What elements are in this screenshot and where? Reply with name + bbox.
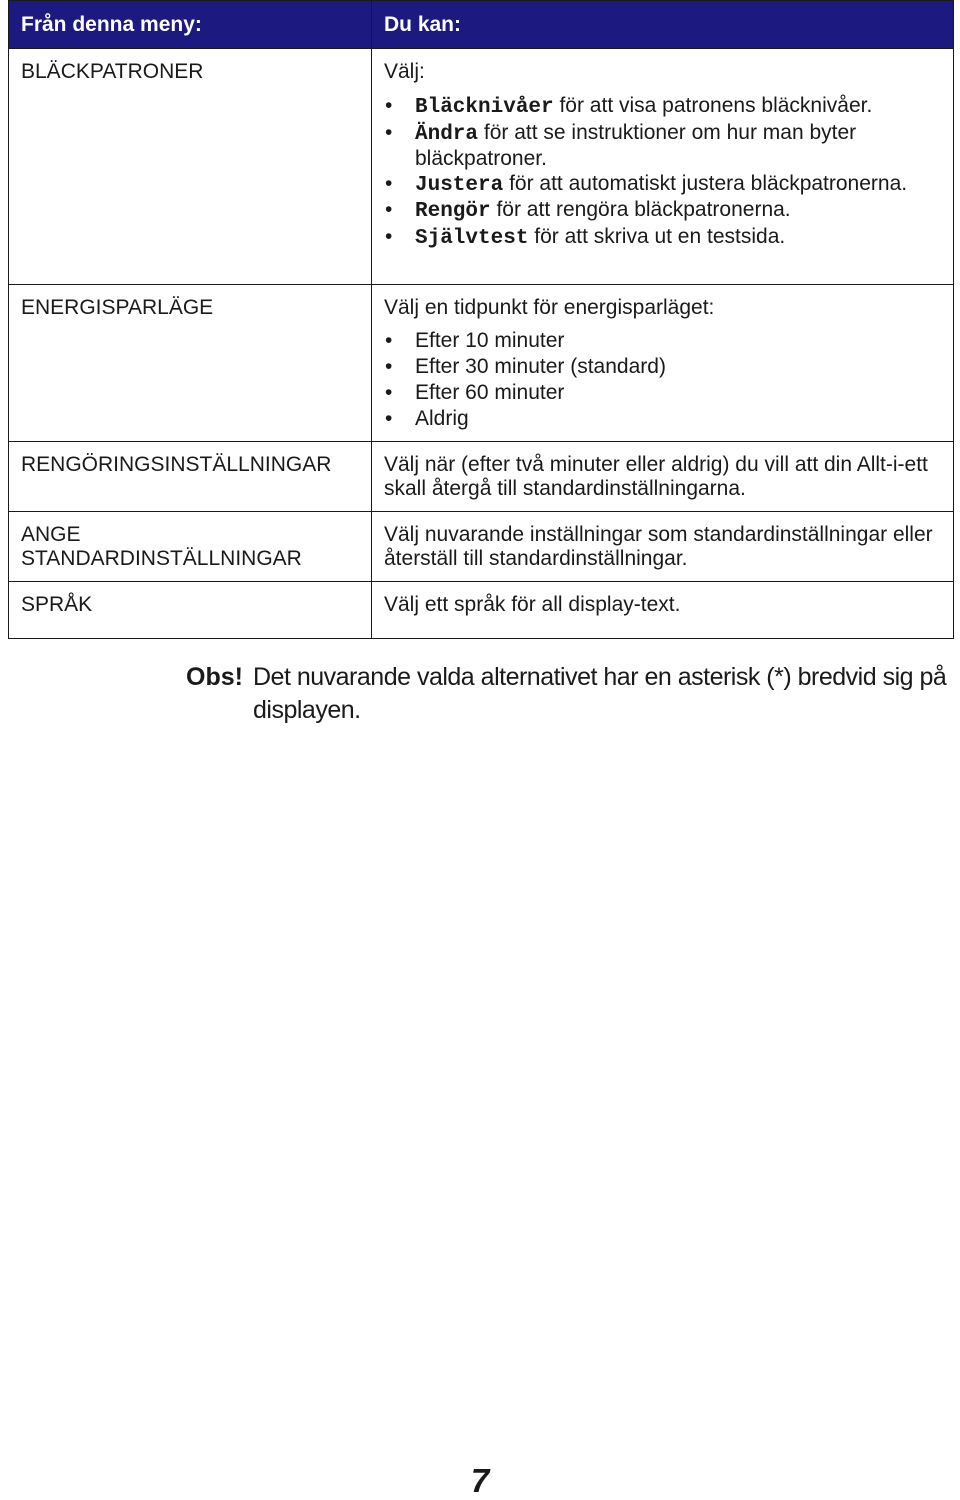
menu-name-clear-settings: RENGÖRINGSINSTÄLLNINGAR [9, 442, 372, 512]
menu-name-power-save: ENERGISPARLÄGE [9, 285, 372, 442]
list-item: • Efter 30 minuter (standard) [384, 354, 941, 380]
list-item: • Aldrig [384, 406, 941, 432]
menu-table [8, 0, 954, 639]
header-menu: Från denna meny: [9, 1, 372, 49]
note [186, 661, 956, 727]
list-item [384, 94, 941, 121]
menu-name-set-defaults: ANGE STANDARDINSTÄLLNINGAR [9, 512, 372, 582]
option-keyword: Bläcknivåer [415, 96, 554, 119]
table-header-row [9, 1, 954, 49]
header-action: Du kan: [372, 1, 954, 49]
option-text: för att rengöra bläckpatronerna. [496, 198, 791, 221]
option-keyword: Rengör [415, 200, 491, 223]
description-set-defaults: Välj nuvarande inställningar som standardinställningar eller återställ till standardinställningar. [372, 512, 954, 582]
option-keyword: Justera [415, 173, 504, 197]
description-cartridges [372, 49, 954, 285]
option-keyword: Självtest [415, 226, 529, 250]
note-label: Obs! [186, 663, 243, 691]
table-row-set-defaults [9, 512, 954, 582]
description-clear-settings: Välj när (efter två minuter eller aldrig) du vill att din Allt-i-ett skall återgå till standardinställningarna. [372, 442, 954, 512]
table-row-power-save [9, 285, 954, 442]
list-item: • Efter 10 minuter [384, 328, 941, 354]
table-row-language [9, 582, 954, 639]
power-save-option-list [384, 328, 941, 432]
menu-name-language: SPRÅK [9, 582, 372, 639]
description-language: Välj ett språk för all display-text. [372, 582, 954, 639]
cartridges-option-list [384, 94, 941, 251]
description-power-save [372, 285, 954, 442]
list-item [384, 172, 941, 199]
cartridges-intro: Välj: [384, 60, 425, 83]
list-item: • Efter 60 minuter [384, 380, 941, 406]
note-text: Det nuvarande valda alternativet har en asterisk (*) bredvid sig på displayen. [253, 663, 947, 724]
power-save-intro: Välj en tidpunkt för energisparläget: [384, 296, 715, 319]
list-item [384, 121, 941, 172]
table-row-clear-settings [9, 442, 954, 512]
menu-name-cartridges: BLÄCKPATRONER [9, 49, 372, 285]
list-item [384, 225, 941, 252]
option-text: för att visa patronens bläcknivåer. [559, 94, 873, 117]
option-text: för att automatiskt justera bläckpatronerna. [509, 171, 908, 195]
option-keyword: Ändra [415, 122, 479, 146]
option-text: för att se instruktioner om hur man byter bläckpatroner. [415, 120, 857, 170]
list-item [384, 198, 941, 225]
page-number: 7 [470, 1462, 490, 1499]
table-row-cartridges [9, 49, 954, 285]
option-text: för att skriva ut en testsida. [534, 224, 786, 248]
